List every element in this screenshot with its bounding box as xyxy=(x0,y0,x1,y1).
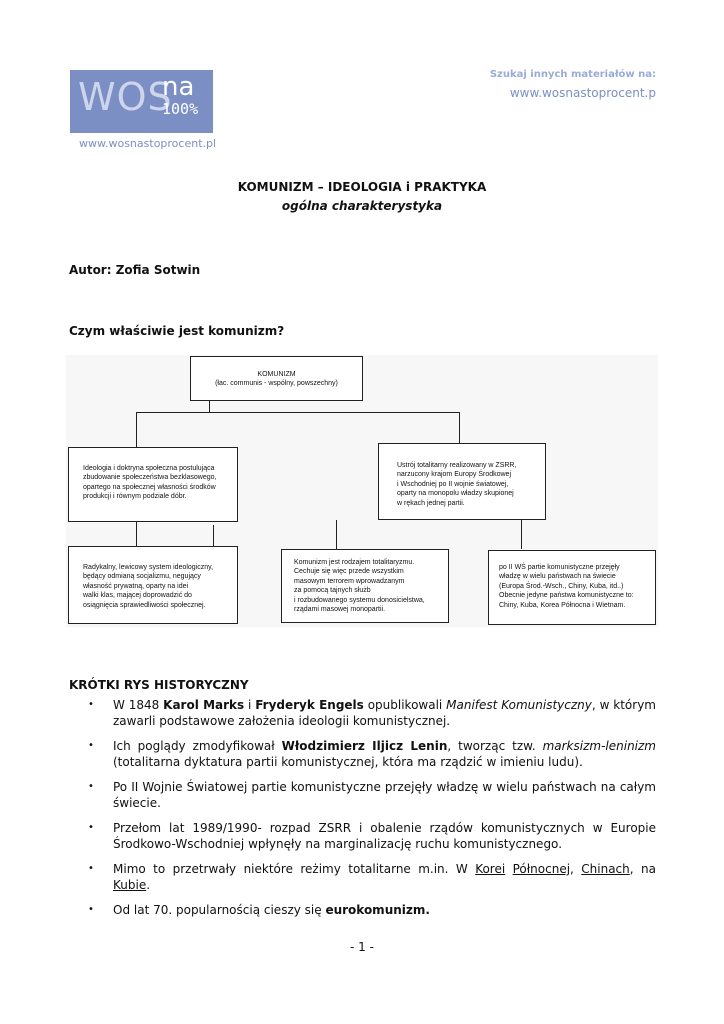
diagram-mid-child-text: Komunizm jest rodzajem totalitaryzmu. Cechuje się więc przede wszystkim masowym terrorem wprowadzanym za pomocą tajnych służb i rozbudowanego systemu donosicielstwa, rządami masowej monopartii. xyxy=(294,559,425,614)
communism-diagram xyxy=(66,355,658,627)
logo-wos-text: WOS xyxy=(78,75,173,119)
link-chinach[interactable]: Chinach xyxy=(581,862,630,876)
item1-marks: Karol Marks xyxy=(163,698,245,712)
list-item xyxy=(80,861,656,893)
item1-text-g: , w którym zawarli podstawowe założenia ideologii komunistycznej. xyxy=(113,698,656,728)
item5-text-i: . xyxy=(146,878,151,892)
list-item xyxy=(80,738,656,770)
diagram-left-child-text: Radykalny, lewicowy system ideologiczny, będący odmianą socjalizmu, negujący własność prywatną, oparty na idei walki klas, mającej doprowadzić do osiągnięcia sprawiedliwości społecznej. xyxy=(83,564,214,609)
diagram-mid-child-box xyxy=(281,549,449,623)
bullet-icon: • xyxy=(88,781,94,792)
connector-right-mid xyxy=(336,520,337,549)
item1-engels: Fryderyk Engels xyxy=(255,698,364,712)
connector-right-right xyxy=(521,520,522,549)
link-kubie[interactable]: Kubie xyxy=(113,878,147,892)
link-korei[interactable]: Korei xyxy=(475,862,506,876)
list-item xyxy=(80,779,656,811)
diagram-ideology-box xyxy=(68,447,238,522)
logo-na-text: na xyxy=(162,72,195,102)
item2-text-e: (totalitarna dyktatura partii komunistycznej, która ma rządzić w imieniu ludu). xyxy=(113,755,583,769)
search-url-link[interactable]: www.wosnastoprocent.p xyxy=(509,86,656,100)
logo-percent-text: 100% xyxy=(162,100,199,118)
site-logo[interactable] xyxy=(70,70,213,133)
diagram-left-child-box xyxy=(68,546,238,624)
connector-left-down xyxy=(136,412,137,448)
link-polnocnej[interactable]: Północnej xyxy=(512,862,571,876)
item2-text-c: , tworząc tzw. xyxy=(447,739,543,753)
item2-marxism-leninism: marksizm-leninizm xyxy=(542,739,656,753)
bullet-icon: • xyxy=(88,740,94,751)
connector-right-down xyxy=(459,412,460,444)
search-label: Szukaj innych materiałów na: xyxy=(489,69,656,80)
document-subtitle: ogólna charakterystyka xyxy=(281,199,443,213)
diagram-root-box xyxy=(190,356,363,401)
history-list xyxy=(80,697,656,927)
diagram-regime-text: Ustrój totalitarny realizowany w ZSRR, narzucony krajom Europy Środkowej i Wschodniej po II wojnie światowej, oparty na monopolu władzy skupionej w rękach jednej partii. xyxy=(397,462,517,507)
diagram-right-child-box xyxy=(488,550,656,625)
connector-horizontal xyxy=(136,412,459,413)
item1-text-c: i xyxy=(244,698,256,712)
item1-manifest: Manifest Komunistyczny xyxy=(446,698,592,712)
logo-url-link[interactable]: www.wosnastoprocent.pl xyxy=(79,137,217,150)
history-heading: KRÓTKI RYS HISTORYCZNY xyxy=(69,678,249,692)
author-line: Autor: Zofia Sotwin xyxy=(69,263,201,277)
item4-text: Przełom lat 1989/1990- rozpad ZSRR i obalenie rządów komunistycznych w Europie Środkowo-Wschodniej wpłynęły na marginalizację ruchu komunistycznego. xyxy=(113,821,656,851)
diagram-regime-box xyxy=(378,443,546,520)
connector-left-child xyxy=(136,522,137,546)
item5-text-g: , na xyxy=(629,862,656,876)
item5-text-e: , xyxy=(570,862,582,876)
list-item xyxy=(80,820,656,852)
item6-text-a: Od lat 70. popularnością cieszy się xyxy=(113,903,326,917)
connector-right-split-horizontal xyxy=(213,525,214,526)
diagram-root-text: KOMUNIZM (łac. communis - wspólny, powszechny) xyxy=(215,371,338,388)
diagram-right-child-text: po II WŚ partie komunistyczne przejęły władzę w wielu państwach na świecie (Europa Środ.-Wsch., Chiny, Kuba, itd..) Obecnie jedyne państwa komunistyczne to: Chiny, Kuba, Korea Północna i Wietnam. xyxy=(499,564,634,609)
item3-text: Po II Wojnie Światowej partie komunistyczne przejęły władzę w wielu państwach na całym świecie. xyxy=(113,780,656,810)
bullet-icon: • xyxy=(88,822,94,833)
list-item xyxy=(80,902,656,918)
item5-text-a: Mimo to przetrwały niektóre reżimy totalitarne m.in. W xyxy=(113,862,476,876)
page-number: - 1 - xyxy=(350,940,374,954)
bullet-icon: • xyxy=(88,863,94,874)
bullet-icon: • xyxy=(88,904,94,915)
item6-eurocommunism: eurokomunizm. xyxy=(325,903,430,917)
item2-lenin: Włodzimierz Iljicz Lenin xyxy=(281,739,448,753)
connector-root-down xyxy=(209,400,210,412)
diagram-ideology-text: Ideologia i doktryna społeczna postulująca zbudowanie społeczeństwa bezklasowego, opartego na społecznej własności środków produkcji i równym podziale dóbr. xyxy=(83,465,217,501)
document-title: KOMUNIZM – IDEOLOGIA i PRAKTYKA xyxy=(237,180,487,194)
item1-text-e: opublikowali xyxy=(363,698,447,712)
item1-text-a: W 1848 xyxy=(113,698,164,712)
bullet-icon: • xyxy=(88,699,94,710)
item2-text-a: Ich poglądy zmodyfikował xyxy=(113,739,282,753)
item5-text-c xyxy=(505,862,512,876)
section-question: Czym właściwie jest komunizm? xyxy=(69,324,285,338)
list-item xyxy=(80,697,656,729)
